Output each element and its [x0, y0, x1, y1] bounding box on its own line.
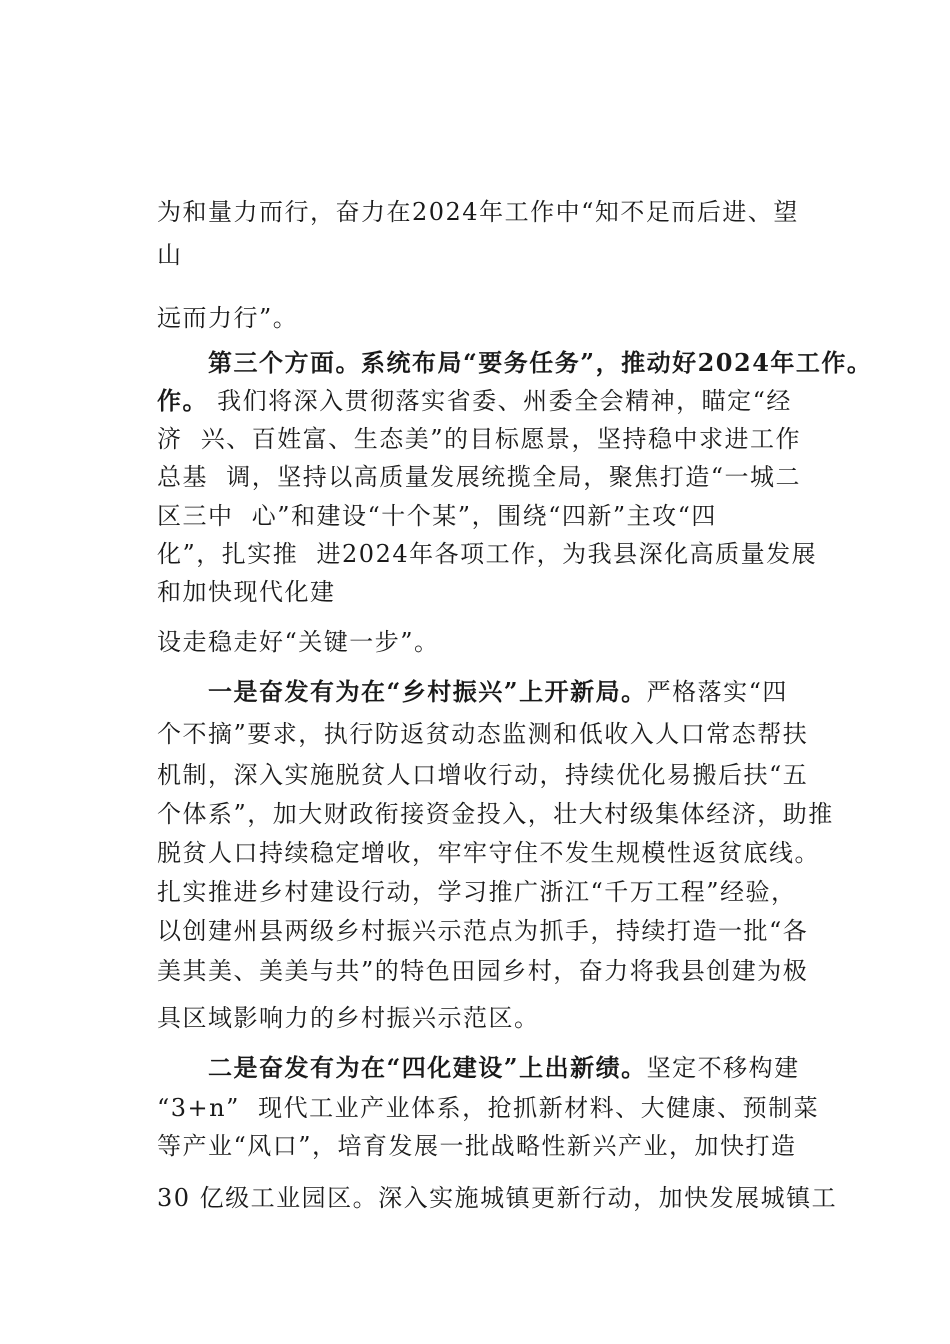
text-line: 30 亿级工业园区。深入实施城镇更新行动，加快发展城镇工: [157, 1184, 838, 1212]
text-line: 总基 调，坚持以高质量发展统揽全局，聚焦打造“一城二: [157, 463, 802, 491]
text-line: 为和量力而行，奋力在2024年工作中“知不足而后进、望: [157, 198, 799, 226]
text-line: “3+n” 现代工业产业体系，抢抓新材料、大健康、预制菜: [157, 1094, 820, 1122]
text-line: 设走稳走好“关键一步”。: [157, 628, 440, 656]
text-line: 个体系”，加大财政衔接资金投入，壮大村级集体经济，助推: [157, 800, 834, 828]
paragraph-heading-line: 二是奋发有为在“四化建设”上出新绩。坚定不移构建: [208, 1053, 800, 1082]
text-line: 个不摘”要求，执行防返贫动态监测和低收入人口常态帮扶: [157, 720, 809, 748]
text-line: 具区域影响力的乡村振兴示范区。: [157, 1004, 540, 1032]
section-heading: 第三个方面。系统布局“要务任务”，推动好2024年工作。: [208, 348, 873, 377]
text-line: 美其美、美美与共”的特色田园乡村，奋力将我县创建为极: [157, 957, 809, 985]
text-line: 以创建州县两级乡村振兴示范点为抓手，持续打造一批“各: [157, 917, 809, 945]
text-line: 远而力行”。: [157, 304, 299, 332]
text-line: 脱贫人口持续稳定增收，牢牢守住不发生规模性返贫底线。: [157, 839, 820, 867]
text-line: 等产业“风口”，培育发展一批战略性新兴产业，加快打造: [157, 1132, 797, 1160]
text-line: 作。 我们将深入贯彻落实省委、州委全会精神，瞄定“经: [157, 386, 792, 415]
text-line: 扎实推进乡村建设行动，学习推广浙江“千万工程”经验，: [157, 878, 797, 906]
text-line: 区三中 心”和建设“十个某”，围绕“四新”主攻“四: [157, 502, 717, 530]
text-line: 济 兴、百姓富、生态美”的目标愿景，坚持稳中求进工作: [157, 425, 802, 453]
text-line: 机制，深入实施脱贫人口增收行动，持续优化易搬后扶“五: [157, 761, 809, 789]
text-line: 化”，扎实推 进2024年各项工作，为我县深化高质量发展: [157, 540, 818, 568]
text-line: 山: [157, 241, 183, 269]
paragraph-heading-line: 一是奋发有为在“乡村振兴”上开新局。严格落实“四: [208, 677, 788, 706]
text-line: 和加快现代化建: [157, 578, 336, 606]
